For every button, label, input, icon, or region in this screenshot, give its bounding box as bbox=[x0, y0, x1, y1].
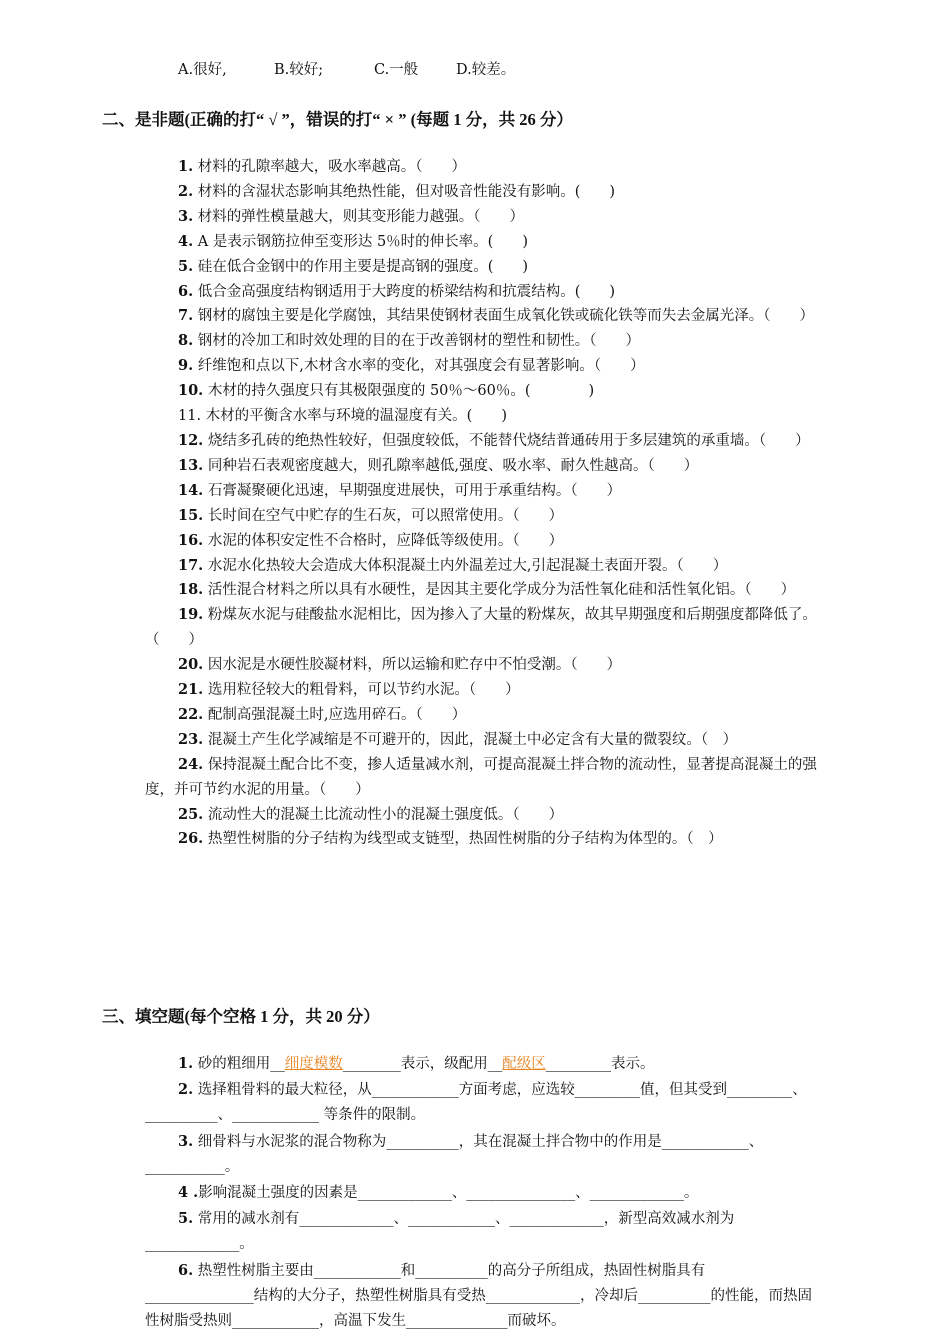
option-d: D.较差。 bbox=[456, 62, 516, 78]
list-item: 2. 材料的含湿状态影响其绝热性能，但对吸音性能没有影响。( ) bbox=[178, 182, 616, 200]
list-item: 24. 保持混凝土配合比不变，掺人适量减水剂，可提高混凝土拌合物的流动性，显著提高混凝土的强度，并可节约水泥的用量。（ ） bbox=[145, 755, 817, 798]
list-item: 8. 钢材的冷加工和时效处理的目的在于改善钢材的塑性和韧性。（ ） bbox=[178, 332, 640, 350]
list-item: 26. 热塑性树脂的分子结构为线型或支链型，热固性树脂的分子结构为体型的。（ ） bbox=[178, 830, 723, 848]
list-item: 17. 水泥水化热较大会造成大体积混凝土内外温差过大,引起混凝土表面开裂。（ ） bbox=[178, 556, 728, 574]
section2-title: 二、是非题(正确的打“ √ ”，错误的打“ × ” (每题 1 分，共 26 分） bbox=[102, 110, 573, 129]
list-item: 4. A 是表示钢筋拉伸至变形达 5％时的伸长率。( ) bbox=[178, 232, 528, 250]
option-c: C.一般 bbox=[374, 62, 419, 78]
list-item: 21. 选用粒径较大的粗骨料，可以节约水泥。（ ） bbox=[178, 681, 520, 699]
list-item: 23. 混凝土产生化学减缩是不可避开的，因此，混凝土中必定含有大量的微裂纹。（ ） bbox=[178, 730, 738, 748]
list-item: 9. 纤维饱和点以下,木材含水率的变化，对其强度会有显著影响。（ ） bbox=[178, 357, 645, 375]
list-item: 4 .影响混凝土强度的因素是_____________、_______________、_____________。 bbox=[178, 1184, 699, 1202]
list-item: 11. 木材的平衡含水率与环境的温湿度有关。( ) bbox=[178, 408, 507, 425]
list-item: 7. 钢材的腐蚀主要是化学腐蚀，其结果使钢材表面生成氧化铁或硫化铁等而失去金属光泽。（ ） bbox=[178, 307, 814, 325]
options-line bbox=[178, 58, 515, 79]
fill-in-list bbox=[145, 1051, 813, 1334]
section3-title: 三、填空题(每个空格 1 分，共 20 分） bbox=[102, 1007, 380, 1026]
list-item: 19. 粉煤灰水泥与硅酸盐水泥相比，因为掺入了大量的粉煤灰，故其早期强度和后期强度都降低了。（ ） bbox=[145, 606, 817, 649]
list-item: 3. 细骨料与水泥浆的混合物称为__________，其在混凝土拌合物中的作用是____________、___________。 bbox=[145, 1132, 764, 1175]
answer-text: 配级区 bbox=[502, 1056, 546, 1072]
list-item: 10. 木材的持久强度只有其极限强度的 50％～60％。( ) bbox=[178, 382, 595, 400]
list-item: 1. 砂的粗细用__细度模数________表示，级配用__配级区_________表示。 bbox=[178, 1055, 655, 1072]
list-item: 12. 烧结多孔砖的绝热性较好，但强度较低，不能替代烧结普通砖用于多层建筑的承重墙。（ ） bbox=[178, 431, 810, 449]
list-item: 25. 流动性大的混凝土比流动性小的混凝土强度低。（ ） bbox=[178, 805, 564, 823]
option-b: B.较好; bbox=[274, 62, 324, 78]
list-item: 2. 选择粗骨料的最大粒径，从____________方面考虑，应选较_________值，但其受到_________、__________、____________ 等条件的限制。 bbox=[145, 1081, 807, 1124]
list-item: 22. 配制高强混凝土时,应选用碎石。（ ） bbox=[178, 705, 467, 723]
list-item: 5. 硅在低合金钢中的作用主要是提高钢的强度。( ) bbox=[178, 257, 529, 275]
list-item: 6. 热塑性树脂主要由____________和__________的高分子所组成，热固性树脂具有_______________结构的大分子，热塑性树脂具有受热_____________，冷却后__________的性能，而热固性树脂受热则____________，高温下发生______________而破坏。 bbox=[145, 1261, 812, 1330]
list-item: 6. 低合金高强度结构钢适用于大跨度的桥梁结构和抗震结构。( ) bbox=[178, 282, 616, 300]
list-item: 18. 活性混合材料之所以具有水硬性，是因其主要化学成分为活性氧化硅和活性氧化铝。（ ） bbox=[178, 581, 796, 599]
list-item: 3. 材料的弹性模量越大，则其变形能力越强。（ ） bbox=[178, 207, 524, 225]
option-a: A.很好, bbox=[178, 62, 227, 78]
true-false-list bbox=[145, 155, 825, 852]
list-item: 20. 因水泥是水硬性胶凝材料，所以运输和贮存中不怕受潮。（ ） bbox=[178, 656, 622, 674]
answer-text: 细度模数 bbox=[284, 1056, 343, 1072]
list-item: 1. 材料的孔隙率越大，吸水率越高。（ ） bbox=[178, 158, 466, 175]
list-item: 14. 石膏凝聚硬化迅速，早期强度进展快，可用于承重结构。（ ） bbox=[178, 481, 622, 499]
list-item: 13. 同种岩石表观密度越大，则孔隙率越低,强度、吸水率、耐久性越高。（ ） bbox=[178, 456, 699, 474]
list-item: 15. 长时间在空气中贮存的生石灰，可以照常使用。（ ） bbox=[178, 506, 564, 524]
list-item: 5. 常用的减水剂有_____________、____________、_____________，新型高效减水剂为_____________。 bbox=[145, 1210, 735, 1253]
list-item: 16. 水泥的体积安定性不合格时，应降低等级使用。（ ） bbox=[178, 531, 564, 549]
